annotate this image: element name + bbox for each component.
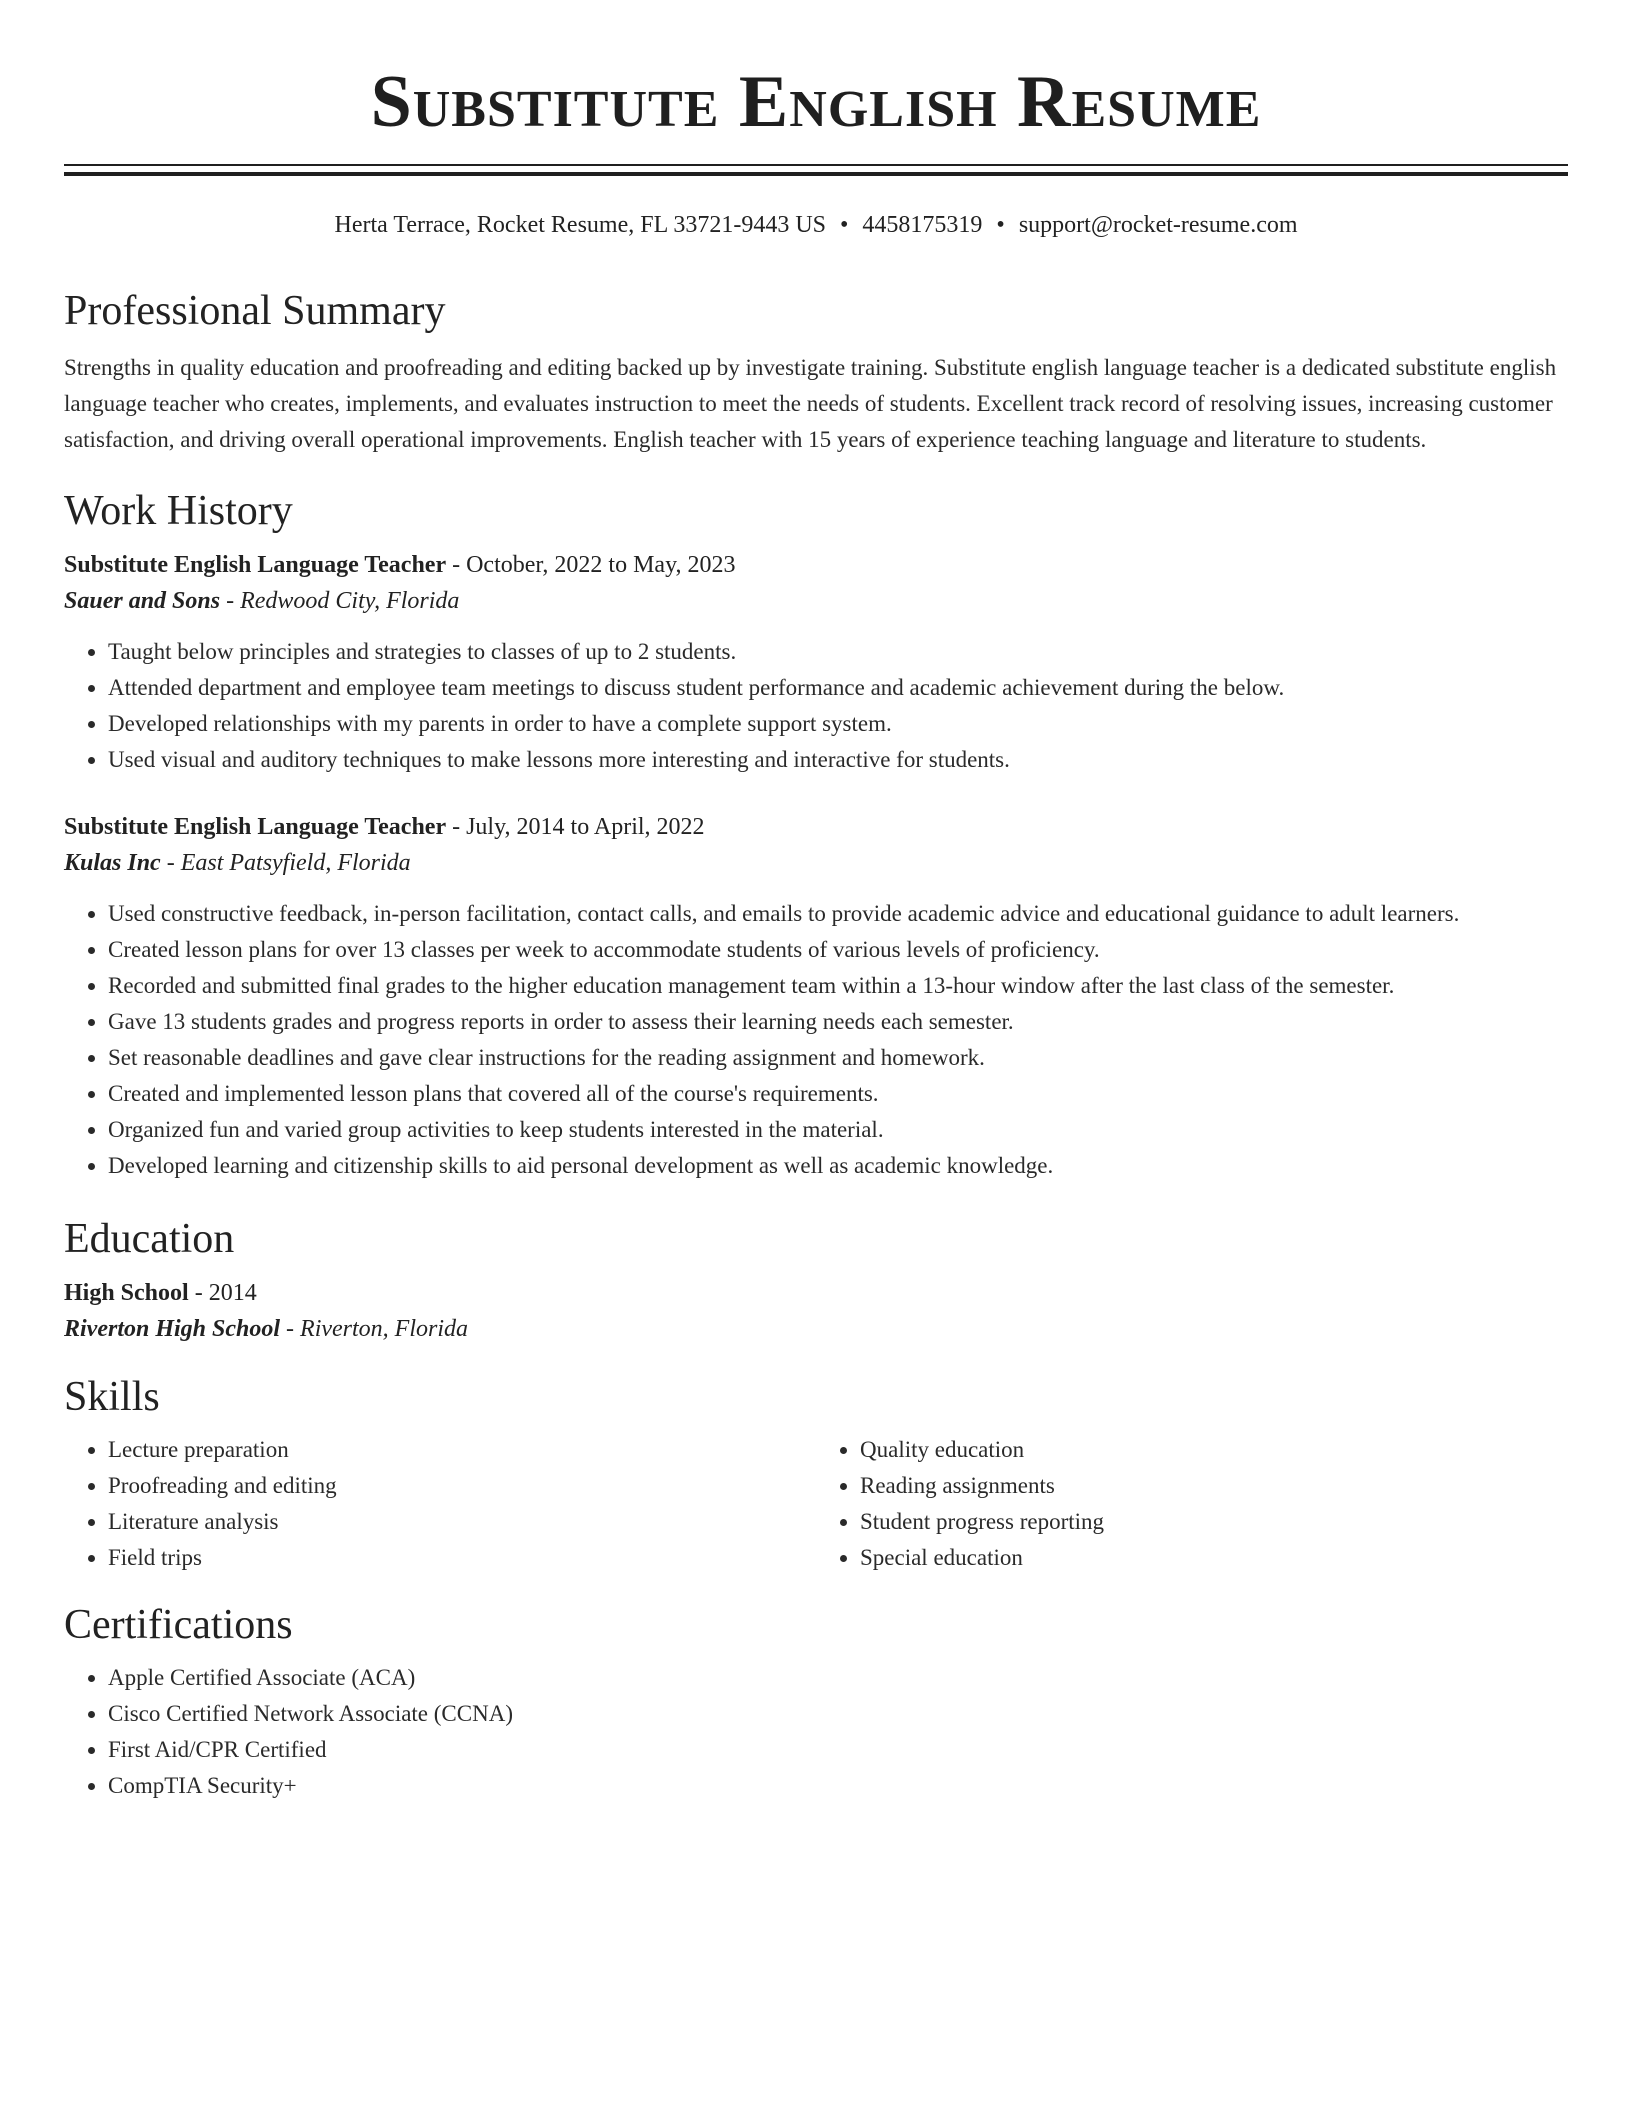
contact-separator: • bbox=[996, 212, 1005, 238]
company-location: - Redwood City, Florida bbox=[220, 588, 460, 614]
list-item: • Taught below principles and strategies to classes of up to 2 students. bbox=[108, 634, 1568, 670]
education-section bbox=[64, 1214, 1568, 1348]
list-item: • Developed relationships with my parents in order to have a complete support system. bbox=[108, 706, 1568, 742]
list-item: • Proofreading and editing bbox=[108, 1468, 816, 1504]
job-bullets bbox=[64, 634, 1568, 778]
list-item: • Apple Certified Associate (ACA) bbox=[108, 1660, 1568, 1696]
company-location: - East Patsyfield, Florida bbox=[160, 850, 411, 876]
certifications-list bbox=[64, 1660, 1568, 1804]
list-item: • CompTIA Security+ bbox=[108, 1768, 1568, 1804]
list-item: • Used visual and auditory techniques to make lessons more interesting and interactive for students. bbox=[108, 742, 1568, 778]
company-line bbox=[64, 844, 1568, 882]
summary-heading: Professional Summary bbox=[64, 288, 446, 334]
company-line bbox=[64, 582, 1568, 620]
job-title: Substitute English Language Teacher bbox=[64, 552, 447, 578]
skills-list-left bbox=[64, 1432, 816, 1576]
title-divider-thin bbox=[64, 164, 1568, 166]
job-title: Substitute English Language Teacher bbox=[64, 814, 447, 840]
skills-list-right bbox=[816, 1432, 1568, 1576]
contact-phone: 4458175319 bbox=[862, 212, 983, 238]
job-dates: - July, 2014 to April, 2022 bbox=[446, 814, 705, 840]
list-item: • Reading assignments bbox=[860, 1468, 1568, 1504]
list-item: • Used constructive feedback, in-person facilitation, contact calls, and emails to provide academic advice and educational guidance to adult learners. bbox=[108, 896, 1568, 932]
list-item: • Lecture preparation bbox=[108, 1432, 816, 1468]
summary-text: Strengths in quality education and proofreading and editing backed up by investigate training. Substitute english language teacher is a dedicated substitute english language teacher who creates, implements, and evaluates instruction to meet the needs of students. Excellent track record of resolving issues, increasing customer satisfaction, and driving overall operational improvements. English teacher with 15 years of experience teaching language and literature to students. bbox=[64, 355, 1557, 452]
list-item: • Attended department and employee team meetings to discuss student performance and academic achievement during the below. bbox=[108, 670, 1568, 706]
summary-section bbox=[64, 286, 1568, 458]
company-name: Sauer and Sons bbox=[64, 588, 221, 614]
list-item: • Set reasonable deadlines and gave clear instructions for the reading assignment and homework. bbox=[108, 1040, 1568, 1076]
list-item: • Recorded and submitted final grades to the higher education management team within a 13-hour window after the last class of the semester. bbox=[108, 968, 1568, 1004]
list-item: • Special education bbox=[860, 1540, 1568, 1576]
list-item: • Literature analysis bbox=[108, 1504, 816, 1540]
education-location: - Riverton, Florida bbox=[280, 1316, 469, 1342]
list-item: • Organized fun and varied group activities to keep students interested in the material. bbox=[108, 1112, 1568, 1148]
job-entry bbox=[64, 548, 1568, 778]
list-item: • Developed learning and citizenship skills to aid personal development as well as academic knowledge. bbox=[108, 1148, 1568, 1184]
certifications-heading: Certifications bbox=[64, 1602, 293, 1648]
list-item: • Cisco Certified Network Associate (CCNA) bbox=[108, 1696, 1568, 1732]
job-title-line bbox=[64, 548, 1568, 582]
resume-title: Substitute English Resume bbox=[370, 61, 1262, 143]
contact-email[interactable]: support@rocket-resume.com bbox=[1018, 212, 1298, 238]
job-title-line bbox=[64, 810, 1568, 844]
education-year: - 2014 bbox=[188, 1280, 257, 1306]
contact-separator: • bbox=[840, 212, 849, 238]
education-school: Riverton High School bbox=[64, 1316, 281, 1342]
education-heading: Education bbox=[64, 1216, 235, 1262]
list-item: • Created and implemented lesson plans that covered all of the course's requirements. bbox=[108, 1076, 1568, 1112]
list-item: • Field trips bbox=[108, 1540, 816, 1576]
skills-grid bbox=[64, 1432, 1568, 1576]
job-bullets bbox=[64, 896, 1568, 1184]
job-entry bbox=[64, 810, 1568, 1184]
list-item: • Created lesson plans for over 13 classes per week to accommodate students of various levels of proficiency. bbox=[108, 932, 1568, 968]
list-item: • Quality education bbox=[860, 1432, 1568, 1468]
skills-heading: Skills bbox=[64, 1374, 160, 1420]
certifications-section bbox=[64, 1600, 1568, 1804]
title-divider-thick bbox=[64, 172, 1568, 176]
list-item: • Student progress reporting bbox=[860, 1504, 1568, 1540]
job-dates: - October, 2022 to May, 2023 bbox=[446, 552, 736, 578]
list-item: • First Aid/CPR Certified bbox=[108, 1732, 1568, 1768]
education-school-line bbox=[64, 1310, 1568, 1348]
contact-address: Herta Terrace, Rocket Resume, FL 33721-9443 US bbox=[334, 212, 827, 238]
skills-section bbox=[64, 1372, 1568, 1576]
work-history-heading: Work History bbox=[64, 488, 293, 534]
work-history-section bbox=[64, 486, 1568, 1184]
contact-line bbox=[64, 210, 1568, 240]
education-degree-line bbox=[64, 1276, 1568, 1310]
education-degree: High School bbox=[64, 1280, 189, 1306]
list-item: • Gave 13 students grades and progress reports in order to assess their learning needs each semester. bbox=[108, 1004, 1568, 1040]
company-name: Kulas Inc bbox=[64, 850, 161, 876]
